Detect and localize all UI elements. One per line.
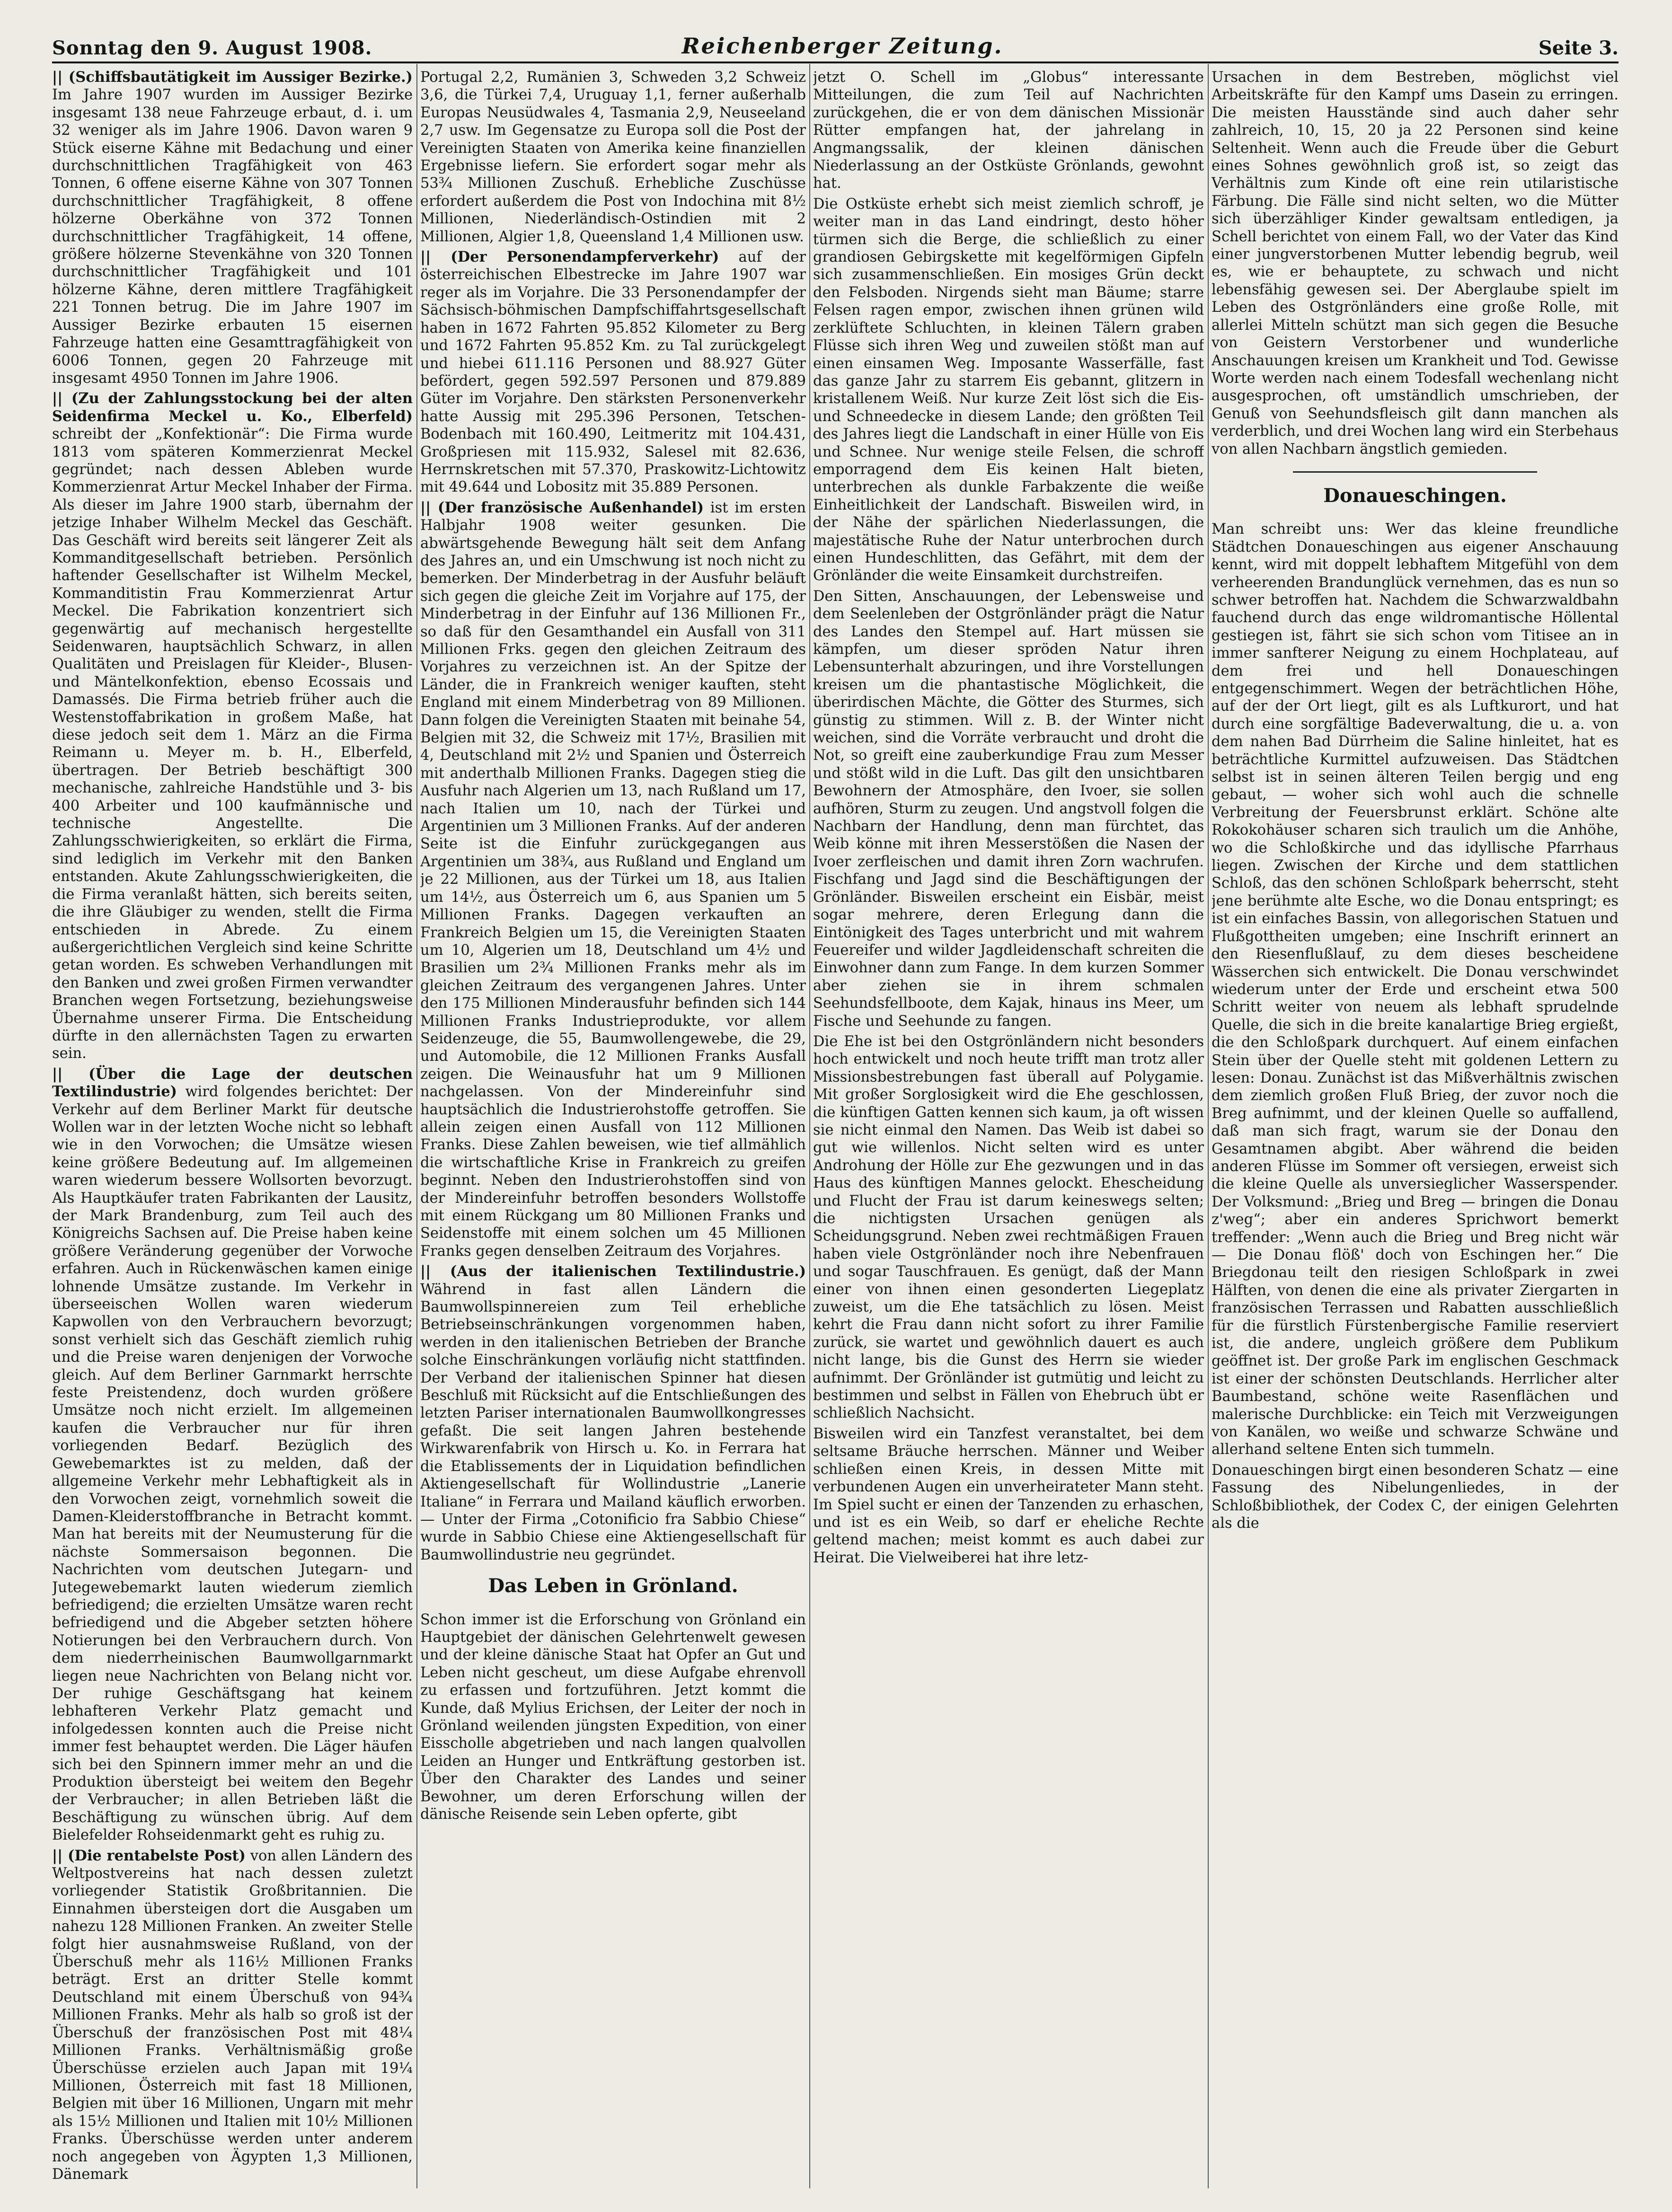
header-rule <box>52 62 1619 63</box>
article-text: Während in fast allen Ländern die Baumwollspinnereien zum Teil erhebliche Betriebseinschränkungen vorgenommen haben, werden in den italienischen Betrieben der Branche solche Einschränkungen vorläufig nicht stattfinden. Der Verband der italienischen Spinner hat diesen Beschluß mit Rücksicht auf die Entschließungen des letzten Pariser internationalen Baumwollkongresses gefaßt. Die seit langen Jahren bestehende Wirkwarenfabrik von Hirsch u. Ko. in Ferrara hat die Etablissements der in Liquidation befindlichen Aktiengesellschaft für Wollindustrie „Lanerie Italiane“ in Ferrara und Mailand käuflich erworben. — Unter der Firma „Cotonificio fra Sabbio Chiese“ wurde in Sabbio Chiese eine Aktiengesellschaft für Baumwollindustrie neu gegründet. <box>420 1281 806 1563</box>
article-text: wird folgendes berichtet: Der Verkehr auf dem Berliner Markt für deutsche Wollen war in der letzten Woche nicht so lebhaft wie in den Vorwochen; die Umsätze wiesen keine größere Bedeutung auf. Im allgemeinen waren wiederum bessere Wollsorten bevorzugt. Als Hauptkäufer traten Fabrikanten der Lausitz, der Mark Brandenburg, zum Teil auch des Königreichs Sachsen auf. Die Preise haben keine größere Veränderung gegenüber der Vorwoche erfahren. Auch in Rückenwäschen kamen einige lohnende Umsätze zustande. Im Verkehr in überseeischen Wollen waren wiederum Kapwollen von den Verbrauchern bevorzugt; sonst verhielt sich das Geschäft ziemlich ruhig und die Preise waren denjenigen der Vorwoche gleich. Auf dem Berliner Garnmarkt herrschte feste Preistendenz, doch wurden größere Umsätze noch nicht erzielt. Im allgemeinen kaufen die Verbraucher nur für ihren vorliegenden Bedarf. Bezüglich des Gewebemarktes ist zu melden, daß der allgemeine Verkehr mehr Lebhaftigkeit als in den Vorwochen zeigt, vornehmlich soweit die Damen-Kleiderstoffbranche in Betracht kommt. Man hat bereits mit der Neumusterung für die nächste Sommersaison begonnen. Die Nachrichten vom deutschen Jutegarn- und Jutegewebemarkt lauten wiederum ziemlich befriedigend; die erzielten Umsätze waren recht befriedigend und die Abgeber setzten höhere Notierungen bei den Verbrauchern durch. Von dem niederrheinischen Baumwollgarnmarkt liegen neue Nachrichten von Belang nicht vor. Der ruhige Geschäftsgang hat keinem lebhafteren Verkehr Platz gemacht und infolgedessen konnten auch die Preise nicht immer fest behauptet werden. Die Läger häufen sich bei den Spinnern immer mehr an und die Produktion übersteigt bei weitem den Begehr der Verbraucher; in allen Betrieben läßt die Beschäftigung zu wünschen übrig. Auf dem Bielefelder Rohseidenmarkt geht es ruhig zu. <box>52 1084 413 1844</box>
article-headline: Das Leben in Grönland. <box>488 1575 738 1597</box>
article-text: Bisweilen wird ein Tanzfest veranstaltet, bei dem seltsame Bräuche herrschen. Männer und Weiber schließen einen Kreis, in dessen Mitte mit verbundenen Augen ein unverheirateter Mann steht. Im Spiel sucht er einen der Tanzenden zu erhaschen, und ist es ein Weib, so darf er eheliche Rechte geltend machen; meist kommt es auch dabei zur Heirat. Die Vielweiberei hat ihre letz- <box>813 1425 1204 1566</box>
article-text: von allen Ländern des Weltpostvereins hat nach dessen zuletzt vorliegender Statistik Großbritannien. Die Einnahmen übersteigen dort die Ausgaben um nahezu 128 Millionen Franken. An zweiter Stelle folgt hier ausnahmsweise Rußland, von der Überschuß mehr als 116½ Millionen Franks beträgt. Erst an dritter Stelle kommt Deutschland mit einem Überschuß von 94¾ Millionen Franks. Mehr als halb so groß ist der Überschuß der französischen Post mit 48¼ Millionen Franks. Verhältnismäßig große Überschüsse erzielen auch Japan mit 19¼ Millionen, Österreich mit fast 18 Millionen, Belgien mit über 16 Millionen, Ungarn mit mehr als 15½ Millionen und Italien mit 10½ Millionen Franks. Überschüsse werden unter anderem noch angegeben von Ägypten 1,3 Millionen, Dänemark <box>52 1847 413 2183</box>
column-divider <box>1208 64 1209 2188</box>
article-text: Man schreibt uns: Wer das kleine freundliche Städtchen Donaueschingen aus eigener Anschauung kennt, wird mit doppelt lebhaftem Mitgefühl von dem verheerenden Brandunglück vernehmen, das es nun so schwer betroffen hat. Nachdem die Schwarzwaldbahn fauchend durch das enge wildromantische Höllental gestiegen ist, fährt sie sich schon vom Titisee an in immer sanfterer Neigung zu einem Hochplateau, auf dem frei und hell Donaueschingen entgegenschimmert. Wegen der beträchtlichen Höhe, auf der der Ort liegt, gilt es als Luftkurort, und hat durch eine sorgfältige Badeverwaltung, die u. a. von dem nahen Bad Dürrheim die Saline hinleitet, hat es beträchtliche Kurmittel aufzuweisen. Das Städtchen selbst ist in seinen älteren Teilen bergig und eng gebaut, — woher sich wohl auch die schnelle Verbreitung der Feuersbrunst erklärt. Schöne alte Rokokohäuser scharen sich traulich um die Anhöhe, wo die Schloßkirche und das idyllische Pfarrhaus liegen. Zwischen der Kirche und dem stattlichen Schloß, das den schönen Schloßpark beherrscht, steht jene berühmte alte Esche, wo die Donau entspringt; es ist ein einfaches Bassin, von allegorischen Statuen und Flußgottheiten umgeben; eine Inschrift erinnert an den Riesenflußlauf, zu dem dieses bescheidene Wässerchen sich entwickelt. Die Donau verschwindet wiederum unter der Erde und erscheint etwa 500 Schritt weiter von neuem als lebhaft sprudelnde Quelle, die sich in die breite kanalartige Brieg ergießt, die den Schloßpark durchquert. Auf einem einfachen Stein über der Quelle steht mit goldenen Lettern zu lesen: Donau. Zunächst ist das Mißverhältnis zwischen dem ziemlich großen Fluß Brieg, der zuvor noch die Breg aufnimmt, und der kleinen Quelle so auffallend, daß man sich fragt, warum sie der Donau den Gesamtnamen abgibt. Aber während die beiden anderen Flüsse im Sommer oft versiegen, erweist sich die kleine Quelle als unversieglicher Wasserspender. Der Volksmund: „Brieg und Breg — bringen die Donau z'weg“; aber ein anderes Sprichwort bemerkt treffender: „Wenn auch die Brieg und Breg nicht wär — Die Donau flöß' doch von Eschingen her.“ Die Briegdonau teilt den riesigen Schloßpark in zwei Hälften, von denen die eine als privater Ziergarten in französischen Terrassen und Rabatten ausschließlich für die fürstlich Fürstenbergische Familie reserviert ist, die andere, ungleich größere dem Publikum geöffnet ist. Der große Park im englischen Geschmack ist einer der schönsten Deutschlands. Herrlicher alter Baumbestand, schöne weite Rasenflächen und malerische Durchblicke: ein Teich mit Verzweigungen von Kanälen, wo weiße und schwarze Schwäne und allerhand seltene Enten sich tummeln. <box>1212 521 1619 1458</box>
article-lead: || (Die rentabelste Post) <box>52 1847 246 1864</box>
article-lead: || (Aus der italienischen Textilindustrie.) <box>420 1263 806 1280</box>
article-paragraph <box>813 588 1204 1030</box>
article-paragraph <box>420 499 806 1260</box>
article-lead: || (Schiffsbautätigkeit im Aussiger Bezirke.) <box>52 69 413 86</box>
column-divider <box>416 64 417 2188</box>
page-number: Seite 3. <box>1538 37 1619 59</box>
article-paragraph <box>813 195 1204 585</box>
article-paragraph <box>1212 69 1619 458</box>
article-paragraph <box>813 1033 1204 1422</box>
article-paragraph <box>813 69 1204 193</box>
article-lead: || (Der französische Außenhandel) <box>420 499 704 516</box>
article-text: Schon immer ist die Erforschung von Grönland ein Hauptgebiet der dänischen Gelehrtenwelt gewesen und der kleine dänische Staat hat Opfer an Gut und Leben nicht gescheut, um diese Aufgabe ehrenvoll zu erfassen und fortzuführen. Jetzt kommt die Kunde, daß Mylius Erichsen, der Leiter der noch in Grönland weilenden jüngsten Expedition, von einer Eisscholle abgetrieben und nach langen qualvollen Leiden an Hunger und Entkräftung gestorben ist. Über den Charakter des Landes und seiner Bewohner, um deren Erforschung willen der dänische Reisende sein Leben opferte, gibt <box>420 1611 806 1823</box>
article-paragraph <box>420 248 806 496</box>
article-paragraph <box>420 1611 806 1824</box>
article-paragraph <box>52 69 413 387</box>
column-2 <box>420 69 806 2188</box>
column-3 <box>813 69 1204 2188</box>
article-lead: || (Über die Lage der deutschen Textilindustrie) <box>52 1065 413 1101</box>
article-paragraph <box>1212 1462 1619 1533</box>
article-paragraph <box>813 1425 1204 1567</box>
issue-date: Sonntag den 9. August 1908. <box>52 37 372 59</box>
article-paragraph <box>420 69 806 246</box>
article-text: Ursachen in dem Bestreben, möglichst viel Arbeitskräfte für den Kampf ums Dasein zu erringen. Die meisten Hausstände sind auch daher sehr zahlreich, 10, 15, 20 ja 22 Personen sind keine Seltenheit. Wenn auch die Freude über die Geburt eines Sohnes gewöhnlich groß ist, so zeigt das Verhältnis zum Kinde oft eine rein utilaristische Färbung. Die Fälle sind nicht selten, wo die Mütter sich überzähliger Kinder gewaltsam entledigen, ja Schell berichtet von einem Fall, wo der Vater das Kind einer jungverstorbenen Mutter lebendig begrub, weil es, wie er behauptete, zu schwach und nicht lebensfähig gewesen sei. Der Aberglaube spielt im Leben des Ostgrönländers eine große Rolle, mit allerlei Mitteln schützt man sich gegen die Besuche von Geistern Verstorbener und wunderliche Anschauungen kreisen um Krankheit und Tod. Gewisse Worte werden nach einem Todesfall wechenlang nicht ausgesprochen, oft umständlich umschrieben, der Genuß von Seehundsfleisch gilt dann manchen als verderblich, und drei Wochen lang wird ein Sterbehaus von allen Nachbarn ängstlich gemieden. <box>1212 69 1619 458</box>
article-paragraph <box>1212 520 1619 1459</box>
article-text: auf der österreichischen Elbestrecke im Jahre 1907 war reger als im Vorjahre. Die 33 Personendampfer der Sächsisch-böhmischen Dampfschiffahrtsgesellschaft haben in 1672 Fahrten 95.852 Kilometer zu Berg und 1672 Fahrten 95.852 Km. zu Tal zurückgelegt und hiebei 611.116 Personen und 88.927 Güter befördert, gegen 592.597 Personen und 879.889 Güter im Vorjahre. Den stärksten Personenverkehr hatte Aussig mit 295.396 Personen, Tetschen-Bodenbach mit 160.490, Leitmeritz mit 104.431, Großpriesen mit 115.932, Salesel mit 82.636, Herrnskretschen mit 57.370, Praskowitz-Lichtowitz mit 49.644 und Lobositz mit 35.889 Personen. <box>420 249 806 496</box>
article-text: Portugal 2,2, Rumänien 3, Schweden 3,2 Schweiz 3,6, die Türkei 7,4, Uruguay 1,1, ferner außerhalb Europas Neusüdwales 4, Tasmania 2,9, Neuseeland 2,7 usw. Im Gegensatze zu Europa soll die Post der Vereinigten Staaten von Amerika keine finanziellen Ergebnisse liefern. Sie erfordert sogar mehr als 53¾ Millionen Zuschuß. Erhebliche Zuschüsse erfordert außerdem die Post von Indochina mit 8½ Millionen, Niederländisch-Ostindien mit 2 Millionen, Algier 1,8, Queensland 1,4 Millionen usw. <box>420 69 806 245</box>
article-text: Donaueschingen birgt einen besonderen Schatz — eine Fassung des Nibelungenliedes, in der Schloßbibliothek, der Codex C, der einigen Gelehrten als die <box>1212 1462 1619 1532</box>
article-text: Die Ostküste erhebt sich meist ziemlich schroff, je weiter man in das Land eindringt, desto höher türmen sich die Berge, die schließlich zu einer grandiosen Gebirgskette mit kegelförmigen Gipfeln sich zusammenschließen. Ein mosiges Grün deckt den Felsboden. Nirgends sieht man Bäume; starre Felsen ragen empor, zwischen ihnen grünen wild zerklüftete Schluchten, in kleinen Tälern graben Flüsse sich ihren Weg und zuweilen stößt man auf einen einsamen Weg. Imposante Wasserfälle, fast das ganze Jahr zu starrem Eis gebannt, glitzern in kristallenem Weiß. Nur kurze Zeit löst sich die Eis- und Schneedecke in diesem Lande; den größten Teil des Jahres liegt die Landschaft in einer Hülle von Eis und Schnee. Nur wenige steile Felsen, die schroff emporragend dem Eis keinen Halt bieten, unterbrechen als dunkle Farbakzente die weiße Einheitlichkeit der Landschaft. Bisweilen wird, in der Nähe der spärlichen Niederlassungen, die majestätische Ruhe der Natur unterbrochen durch einen Hundeschlitten, das Gefährt, mit dem der Grönländer die weite Einsamkeit durchstreifen. <box>813 195 1204 584</box>
newspaper-title: Reichenberger Zeitung. <box>681 33 1003 59</box>
article-paragraph <box>52 1066 413 1844</box>
article-headline: Donaueschingen. <box>1323 484 1507 507</box>
article-text: Die Ehe ist bei den Ostgrönländern nicht besonders hoch entwickelt und noch heute trifft man trotz aller Missionsbestrebungen fast überall auf Polygamie. Mit großer Sorglosigkeit wird die Ehe geschlossen, die künftigen Gatten kennen sich kaum, ja oft wissen sie nicht einmal den Namen. Das Weib ist dabei so gut wie willenlos. Nicht selten wird es unter Androhung der Hölle zur Ehe gezwungen und in das Haus des künftigen Mannes gelockt. Ehescheidung und Flucht der Frau ist darum keineswegs selten; die nichtigsten Ursachen genügen als Scheidungsgrund. Neben zwei rechtmäßigen Frauen haben viele Ostgrönländer noch ihre Nebenfrauen und sogar Tauschfrauen. Es genügt, daß der Mann einer von ihnen einen gesonderten Liegeplatz zuweist, um die Ehe tatsächlich zu lösen. Meist kehrt die Frau dann nicht sofort zu ihrer Familie zurück, sie wartet und gewöhnlich dauert es auch nicht lange, bis die Gunst des Herrn sie wieder aufnimmt. Der Grönländer ist gutmütig und leicht zu bestimmen und selbst in Fällen von Ehebruch übt er schließlich Nachsicht. <box>813 1033 1204 1422</box>
article-text: Den Sitten, Anschauungen, der Lebensweise und dem Seelenleben der Ostgrönländer prägt die Natur des Landes den Stempel auf. Hart müssen sie kämpfen, um dieser spröden Natur ihren Lebensunterhalt abzuringen, und ihre Vorstellungen kreisen um die phantastische Möglichkeit, die überirdischen Mächte, die Götter des Sturmes, sich günstig zu stimmen. Will z. B. der Winter nicht weichen, sind die Vorräte verbraucht und droht die Not, so greift eine zauberkundige Frau zum Messer und stößt wild in die Luft. Das gilt den unsichtbaren Bewohnern der Atmosphäre, den Ivoer, sie sollen aufhören, Sturm zu zeugen. Und angstvoll folgen die Nachbarn der Handlung, denn man fürchtet, das Weib könne mit ihren Messerstößen die Nasen der Ivoer zerfleischen und damit ihren Zorn wachrufen. Fischfang und Jagd sind die Beschäftigungen der Grönländer. Bisweilen erscheint ein Eisbär, meist sogar mehrere, deren Erlegung dann die Eintönigkeit des Tages unterbricht und mit wahrem Feuereifer und wilder Jagdleidenschaft schreiten die Einwohner dann zum Fange. In dem kurzen Sommer aber ziehen sie in ihrem schmalen Seehundsfellboote, dem Kajak, hinaus ins Meer, um Fische und Seehunde zu fangen. <box>813 588 1204 1030</box>
article-text: Im Jahre 1907 wurden im Aussiger Bezirke insgesamt 138 neue Fahrzeuge erbaut, d. i. um 32 weniger als im Jahre 1906. Davon waren 9 Stück eiserne Kähne mit Bedachung und einer durchschnittlichen Tragfähigkeit von 463 Tonnen, 6 offene eiserne Kähne von 307 Tonnen durchschnittlicher Tragfähigkeit, 8 offene hölzerne Oberkähne von 372 Tonnen durchschnittlicher Tragfähigkeit, 14 offene, größere hölzerne Stevenkähne von 320 Tonnen durchschnittlicher Tragfähigkeit und 101 hölzerne Kähne, deren mittlere Tragfähigkeit 221 Tonnen betrug. Die im Jahre 1907 im Aussiger Bezirke erbauten 15 eisernen Fahrzeuge hatten eine Gesamttragfähigkeit von 6006 Tonnen, gegen 20 Fahrzeuge mit insgesamt 4950 Tonnen im Jahre 1906. <box>52 87 413 387</box>
article-paragraph <box>52 1847 413 2184</box>
article-text: schreibt der „Konfektionär“: Die Firma wurde 1813 vom späteren Kommerzienrat Meckel gegründet; nach dessen Ableben wurde Kommerzienrat Artur Meckel Inhaber der Firma. Als dieser im Jahre 1900 starb, übernahm der jetzige Inhaber Wilhelm Meckel das Geschäft. Das Geschäft wird bereits seit längerer Zeit als Kommanditgesellschaft betrieben. Persönlich haftender Gesellschafter ist Wilhelm Meckel, Kommanditistin Frau Kommerzienrat Artur Meckel. Die Fabrikation konzentriert sich gegenwärtig auf mechanisch hergestellte Seidenwaren, hauptsächlich Schwarz, in allen Qualitäten und Preislagen für Kleider-, Blusen- und Mäntelkonfektion, ebenso Ecossais und Damassés. Die Firma betrieb früher auch die Westenstoffabrikation in großem Maße, hat diese jedoch seit dem 1. März an die Firma Reimann u. Meyer m. b. H., Elberfeld, übertragen. Der Betrieb beschäftigt 300 mechanische, zahlreiche Handstühle und 3- bis 400 Arbeiter und 100 kaufmännische und technische Angestellte. Die Zahlungsschwierigkeiten, so erklärt die Firma, sind lediglich im Verkehr mit den Banken entstanden. Akute Zahlungsschwierigkeiten, die die Firma veranlaßt hätten, sich bereits seiten, die ihre Gläubiger zu wenden, stellt die Firma entschieden in Abrede. Zu einem außergerichtlichen Vergleich sind keine Schritte getan worden. Es schweben Verhandlungen mit den Banken und zwei großen Firmen verwandter Branchen wegen Fortsetzung, beziehungsweise Übernahme unserer Firma. Die Entscheidung dürfte in den allernächsten Tagen zu erwarten sein. <box>52 426 413 1062</box>
article-paragraph <box>52 390 413 1062</box>
article-text: jetzt O. Schell im „Globus“ interessante Mitteilungen, die zum Teil auf Nachrichten zurückgehen, die er von dem dänischen Missionär Rütter empfangen hat, der jahrelang in Angmangssalik, der kleinen dänischen Niederlassung an der Ostküste Grönlands, gewohnt hat. <box>813 69 1204 192</box>
column-4 <box>1212 69 1619 2188</box>
article-lead: || (Der Personendampferverkehr) <box>420 248 719 266</box>
section-separator <box>1293 471 1537 473</box>
column-divider <box>809 64 810 2188</box>
article-text: ist im ersten Halbjahr 1908 weiter gesunken. Die abwärtsgehende Bewegung hält seit dem Anfang des Jahres an, und ein Umschwung ist noch nicht zu bemerken. Der Minderbetrag in der Ausfuhr beläuft sich gegen die gleiche Zeit im Vorjahre auf 175, der Minderbetrag in der Einfuhr auf 136 Millionen Fr., so daß für den Gesamthandel ein Ausfall von 311 Millionen Frks. gegen den gleichen Zeitraum des Vorjahres zu verzeichnen ist. An der Spitze der Länder, die in Frankreich weniger kauften, steht England mit einem Minderbetrag von 89 Millionen. Dann folgen die Vereinigten Staaten mit beinahe 54, Belgien mit 32, die Schweiz mit 17½, Brasilien mit 4, Deutschland mit 2½ und Spanien und Österreich mit anderthalb Millionen Franks. Dagegen stieg die Ausfuhr nach Algerien um 13, nach Rußland um 17, nach Italien um 10, nach der Türkei und Argentinien um 3 Millionen Franks. Auf der anderen Seite ist die Einfuhr zurückgegangen aus Argentinien um 38¾, aus Rußland und England um je 22 Millionen, aus der Türkei um 18, aus Italien um 14½, aus Österreich um 6, aus Spanien um 5 Millionen Franks. Dagegen verkauften an Frankreich Belgien um 15, die Vereinigten Staaten um 10, Algerien um 18, Deutschland um 4½ und Brasilien um 2¾ Millionen Franks mehr als im gleichen Zeitraum des vergangenen Jahres. Unter den 175 Millionen Minderausfuhr befinden sich 144 Millionen Franks Industrieprodukte, vor allem Seidenzeuge, die 55, Baumwollengewebe, die 29, und Automobile, die 12 Millionen Franks Ausfall zeigen. Die Weinausfuhr hat um 9 Millionen nachgelassen. Von der Mindereinfuhr sind hauptsächlich die Industrierohstoffe getroffen. Sie allein zeigen einen Ausfall von 112 Millionen Franks. Diese Zahlen beweisen, wie tief allmählich die wirtschaftliche Krise in Frankreich zu greifen beginnt. Neben den Industrierohstoffen sind von der Mindereinfuhr betroffen besonders Wollstoffe mit einem Rückgang um 80 Millionen Franks und Seidenstoffe mit einem solchen um 45 Millionen Franks gegen denselben Zeitraum des Vorjahres. <box>420 499 806 1260</box>
masthead <box>52 33 1619 62</box>
article-lead: || (Zu der Zahlungsstockung bei der alten Seidenfirma Meckel u. Ko., Elberfeld) <box>52 390 413 425</box>
column-1 <box>52 69 413 2188</box>
article-paragraph <box>420 1263 806 1564</box>
